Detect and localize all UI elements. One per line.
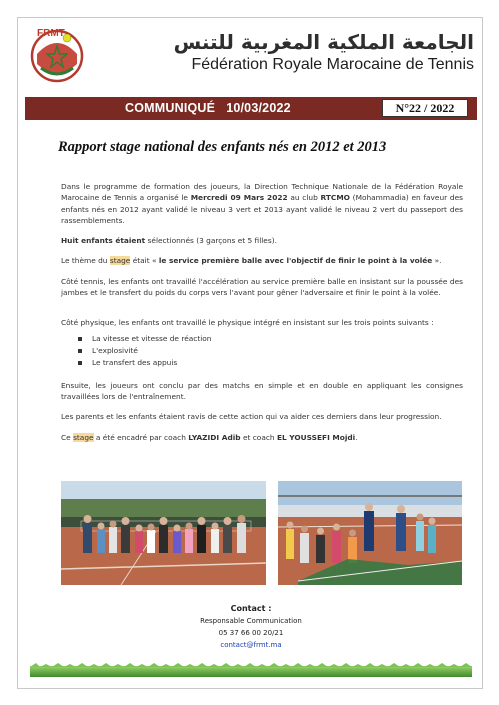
bullet-list [78, 333, 463, 370]
paragraph-matches: Ensuite, les joueurs ont conclu par des matchs en simple et en double en appliquant les consignes travaillées lors de l'entraînement. [61, 380, 463, 402]
paragraph-intro-text: Dans le programme de formation des joueurs, la Direction Technique Nationale de la Fédération Royale Marocaine de Tennis a organisé le Mercredi 09 Mars 2022 au club RTCMO (Mohammadia) en faveur des enfants nés en 2012 ayant validé le niveau 3 vert et 2013 ayant validé le niveau 2 vert du passeport des rassemblements. [61, 182, 463, 225]
grass-footer [30, 663, 472, 677]
svg-text:FRMT: FRMT [37, 28, 65, 39]
paragraph-parents: Les parents et les enfants étaient ravis de cette action qui va aider ces derniers dans leur progression. [61, 412, 442, 422]
document-page [17, 17, 483, 689]
list-item: Le transfert des appuis [78, 357, 463, 369]
paragraph-physique: Côté physique, les enfants ont travaillé le physique intégré en insistant sur les trois points suivants : [61, 318, 434, 328]
contact-heading: Contact : [230, 604, 272, 613]
federation-name-arabic: الجامعة الملكية المغربية للتنس [173, 30, 474, 54]
training-photo-court [278, 481, 462, 585]
communique-number: N°22 / 2022 [382, 99, 468, 117]
contact-email-link[interactable]: contact@frmt.ma [220, 641, 282, 649]
paragraph-intro [61, 181, 463, 226]
bullet-icon [78, 361, 82, 365]
federation-name: Fédération Royale Marocaine de Tennis [191, 56, 474, 73]
list-item: La vitesse et vitesse de réaction [78, 333, 463, 345]
report-title: Rapport stage national des enfants nés en 2012 et 2013 [58, 139, 387, 155]
paragraph-theme: Le thème du stage était « le service première balle avec l'objectif de finir le point à la volée ». [61, 256, 442, 266]
group-photo-court [61, 481, 266, 585]
communique-banner [25, 97, 477, 120]
frmt-logo [27, 24, 87, 84]
paragraph-tennis: Côté tennis, les enfants ont travaillé l'accélération au service première balle en insistant sur la poussée des jambes et le transfert du poids du corps vers l'avant pour gêner l'adversaire et finir le point à la volée. [61, 276, 463, 298]
bullet-icon [78, 337, 82, 341]
contact-role: Responsable Communication [200, 617, 302, 625]
contact-phone: 05 37 66 00 20/21 [218, 629, 284, 637]
paragraph-coaches: Ce stage a été encadré par coach LYAZIDI Adib et coach EL YOUSSEFI Mojdi. [61, 432, 358, 442]
bullet-icon [78, 349, 82, 353]
communique-label: COMMUNIQUÉ 10/03/2022 [125, 101, 291, 115]
paragraph-selection: Huit enfants étaient sélectionnés (3 garçons et 5 filles). [61, 236, 277, 246]
report-body [61, 181, 463, 452]
list-item: L'explosivité [78, 345, 463, 357]
contact-block [18, 603, 484, 651]
